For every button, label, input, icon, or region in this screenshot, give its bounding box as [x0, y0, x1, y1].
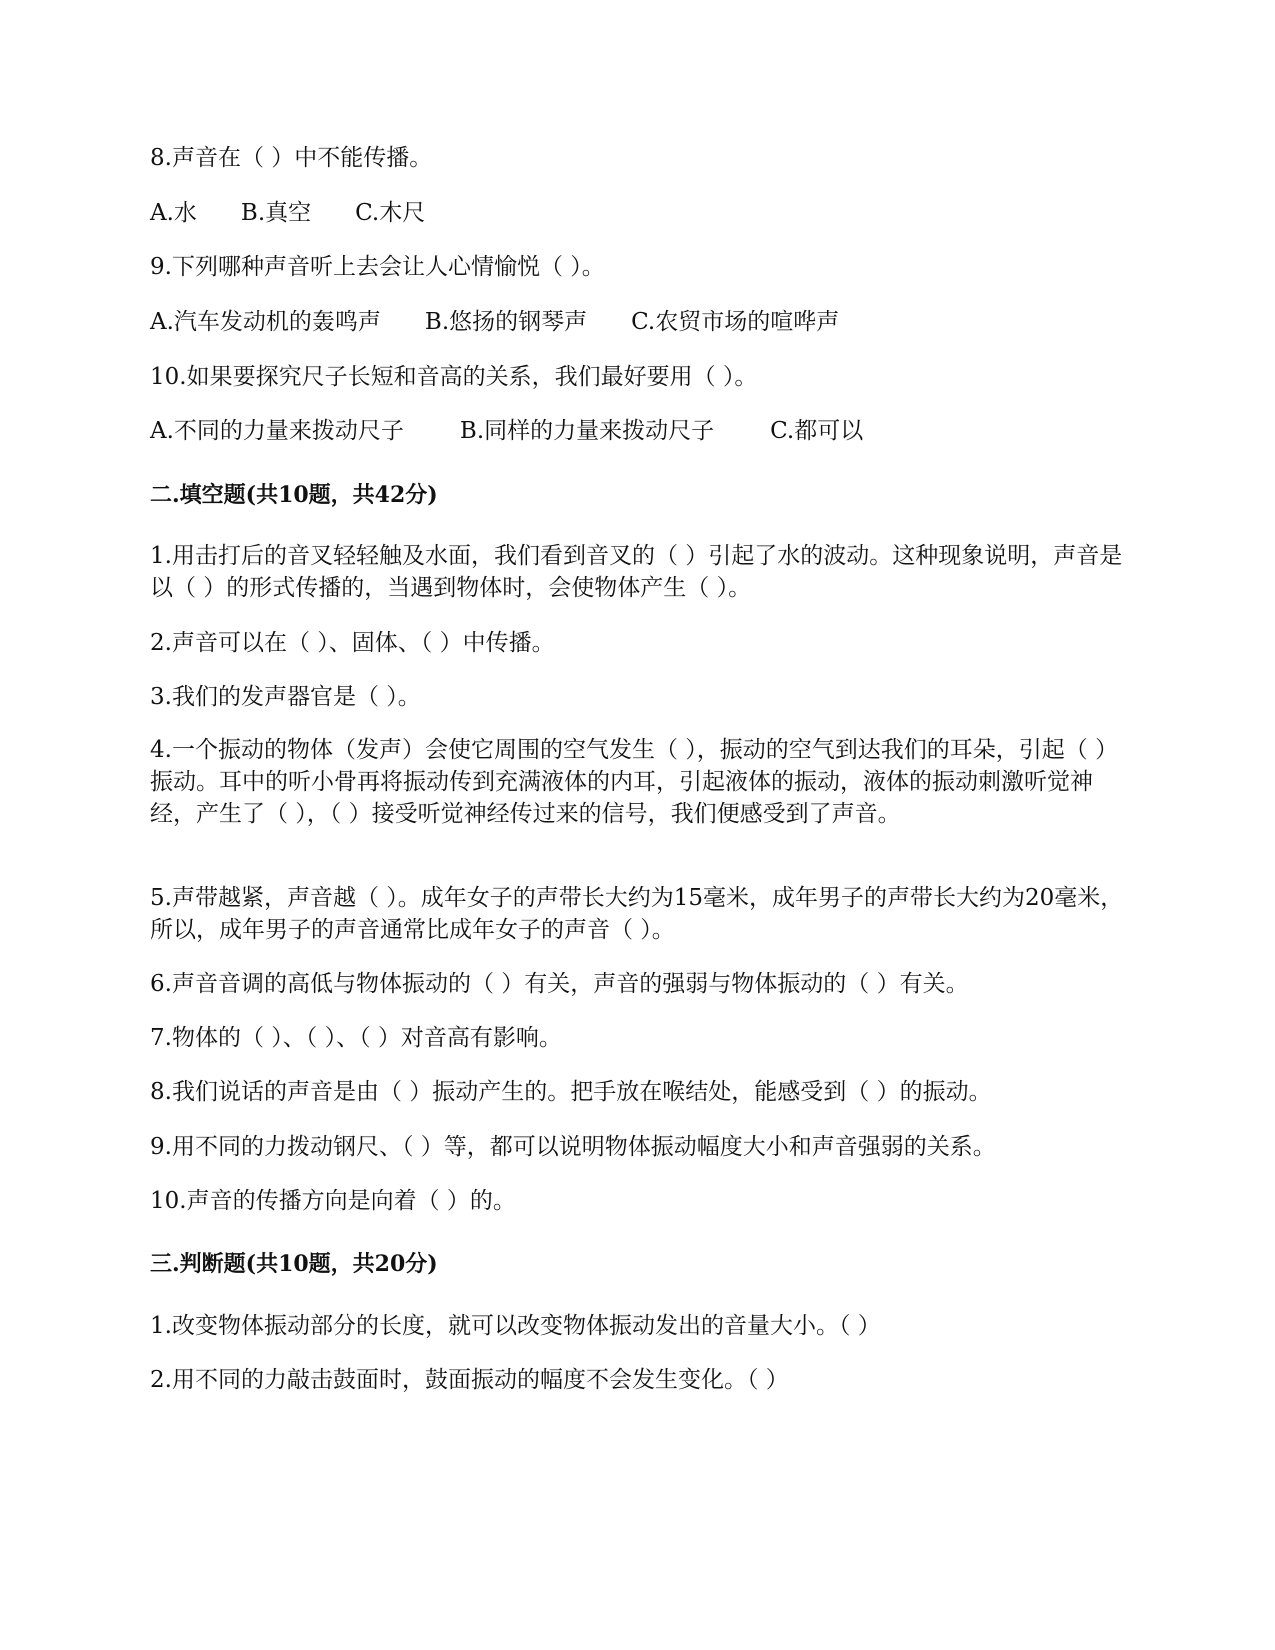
- fill-question-4: 4.一个振动的物体（发声）会使它周围的空气发生（ ），振动的空气到达我们的耳朵，引起（ ）振动。耳中的听小骨再将振动传到充满液体的内耳，引起液体的振动，液体的振动刺激听觉神经，产生了（ ），（ ）接受听觉神经传过来的信号，我们便感受到了声音。: [150, 737, 1119, 827]
- choice-option-9a: A.汽车发动机的轰鸣声: [150, 309, 381, 335]
- choice-question-10: 10.如果要探究尺子长短和音高的关系，我们最好要用（ ）。: [150, 364, 758, 390]
- choice-option-8a: A.水: [150, 200, 197, 226]
- fill-question-7: 7.物体的（ ）、（ ）、（ ）对音高有影响。: [150, 1025, 562, 1051]
- section-heading-fill: 二.填空题(共10题，共42分): [150, 482, 438, 508]
- fill-question-6: 6.声音音调的高低与物体振动的（ ）有关，声音的强弱与物体振动的（ ）有关。: [150, 971, 969, 997]
- fill-question-2: 2.声音可以在（ ）、固体、（ ）中传播。: [150, 630, 555, 656]
- choice-question-8: 8.声音在（ ）中不能传播。: [150, 145, 433, 171]
- judge-question-1: 1.改变物体振动部分的长度，就可以改变物体振动发出的音量大小。（ ）: [150, 1313, 881, 1339]
- fill-question-8: 8.我们说话的声音是由（ ）振动产生的。把手放在喉结处，能感受到（ ）的振动。: [150, 1079, 992, 1105]
- fill-question-5: 5.声带越紧，声音越（ ）。成年女子的声带长大约为15毫米，成年男子的声带长大约为20毫米，所以，成年男子的声音通常比成年女子的声音（ ）。: [150, 885, 1124, 943]
- choice-option-8b: B.真空: [240, 200, 312, 226]
- choice-option-10a: A.不同的力量来拨动尺子: [150, 418, 404, 444]
- fill-question-10: 10.声音的传播方向是向着（ ）的。: [150, 1188, 516, 1214]
- fill-question-9: 9.用不同的力拨动钢尺、（ ）等，都可以说明物体振动幅度大小和声音强弱的关系。: [150, 1134, 996, 1160]
- choice-option-9c: C.农贸市场的喧哗声: [631, 309, 840, 335]
- choice-option-9b: B.悠扬的钢琴声: [424, 309, 588, 335]
- section-heading-judge: 三.判断题(共10题，共20分): [150, 1251, 438, 1277]
- choice-options-9: [150, 306, 1130, 338]
- choice-option-8c: C.木尺: [355, 200, 426, 226]
- fill-question-1: 1.用击打后的音叉轻轻触及水面，我们看到音叉的（ ）引起了水的波动。这种现象说明，声音是以（ ）的形式传播的，当遇到物体时，会使物体产生（ ）。: [150, 543, 1123, 601]
- choice-options-10: [150, 415, 1130, 447]
- fill-question-3: 3.我们的发声器官是（ ）。: [150, 684, 421, 710]
- judge-question-2: 2.用不同的力敲击鼓面时，鼓面振动的幅度不会发生变化。（ ）: [150, 1367, 789, 1393]
- choice-option-10c: C.都可以: [770, 418, 864, 444]
- choice-question-9: 9.下列哪种声音听上去会让人心情愉悦（ ）。: [150, 254, 605, 280]
- choice-option-10b: B.同样的力量来拨动尺子: [459, 418, 715, 444]
- choice-options-8: [150, 197, 1130, 229]
